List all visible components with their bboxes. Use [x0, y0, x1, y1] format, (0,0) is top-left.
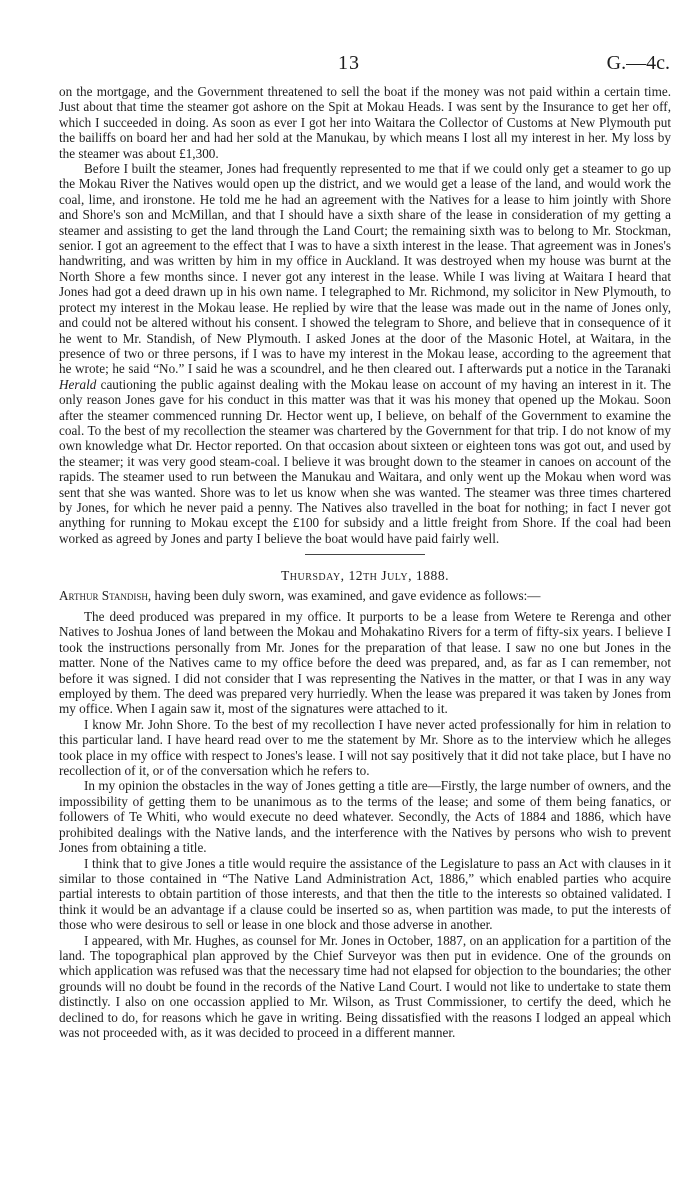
section-divider: [305, 554, 425, 555]
page-header: [0, 52, 700, 78]
paragraph-deed: The deed produced was prepared in my office. It purports to be a lease from Wetere te Rerenga and other Natives to Joshua Jones of land between the Mokau and Mohakatino Rivers for a term of fifty-six years. I believe I took the instructions personally from Mr. Jones for the preparation of that lease. I saw no one but Jones in the matter. None of the Natives came to my office before the deed was prepared, and, as far as I can remember, not before it was signed. I did not consider that I was representing the Natives in the matter, or that I was in any way employed by them. The deed was prepared very hurriedly. When the lease was prepared it was taken by Jones from my office. When I again saw it, most of the signatures were attached to it.: [59, 609, 671, 717]
paragraph-text: Before I built the steamer, Jones had frequently represented to me that if we could only get a steamer to go up the Mokau River the Natives would open up the district, and we would get a lease of the land, and would work the coal, lime, and ironstone. He told me he had an agreement with the Natives for a lease to him jointly with Shore and Shore's son and McMillan, and that I should have a sixth share of the lease in consideration of my getting a steamer and assisting to get the land through the Land Court; the remaining sixth was to belong to Mr. Stockman, senior. I got an agreement to the effect that I was to have a sixth interest in the lease. That agreement was in Jones's handwriting, and was written by him in my office in Auckland. It was destroyed when my house was burnt at the North Shore a few months since. I never got any interest in the lease. While I was living at Waitara I heard that Jones had got a deed drawn up in his own name. I telegraphed to Mr. Richmond, my solicitor in New Plymouth, to protect my interest in the Mokau lease. He replied by wire that the lease was made out in the name of Jones only, and could not be altered without his consent. I showed the telegram to Shore, and believe that in consequence of it he went to Mr. Standish, of New Plymouth. I asked Jones at the door of the Masonic Hotel, at Waitara, in the presence of two or three persons, if I was to have my interest in the Mokau lease, according to the agreement that he wrote; he said “No.” I said he was a scoundrel, and he then cleared out. I afterwards put a notice in the Taranaki: [59, 161, 671, 377]
paragraph-text: cautioning the public against dealing with the Mokau lease on account of my having an interest in it. The only reason Jones gave for his conduct in this matter was that it was his money that opened up the Mokau. Soon after the steamer commenced running Dr. Hector went up, I believe, on behalf of the Government to examine the coal. To the best of my recollection the steamer was chartered by the Government for that trip. I do not know of my own knowledge what Dr. Hector reported. On that occasion about sixteen or eighteen tons was got out, and used by the steamer; it was very good steam-coal. I believe it was brought down to the steamer in canoes on account of the rapids. The steamer used to run between the Manukau and Waitara, and only went up the Mokau when word was sent that she was wanted. Shore was to let us know when she was wanted. The steamer was three times chartered by Jones, for which he never paid a penny. The Natives also travelled in the boat for nothing; in fact I never got anything for running to Mokau except the £100 for subsidy and a little freight from Shore. If the coal had been worked as agreed by Jones and party I believe the boat would have paid fairly well.: [59, 376, 671, 546]
paragraph-steamer-agreement: [59, 161, 671, 546]
witness-name: Arthur Standish,: [59, 587, 152, 603]
newspaper-title: Herald: [59, 376, 97, 392]
paragraph-partition: I appeared, with Mr. Hughes, as counsel for Mr. Jones in October, 1887, on an application for a partition of the land. The topographical plan approved by the Chief Surveyor was then put in evidence. One of the grounds on which application was refused was that the necessary time had not elapsed for objection to the boundaries; the other grounds will no doubt be found in the records of the Native Land Court. I would not like to undertake to state them distinctly. I also on one occassion applied to Mr. Wilson, as Trust Commissioner, to certify the deed, which he declined to do, for reasons which he gave in writing. Being dissatisfied with the reasons I lodged an appeal which was not proceeded with, as it was decided to proceed in a different manner.: [59, 932, 671, 1040]
paragraph-continuation: on the mortgage, and the Government threatened to sell the boat if the money was not paid within a certain time. Just about that time the steamer got ashore on the Spit at Mokau Heads. I was sent by the Insurance to get her off, which I succeeded in doing. As soon as ever I got her into Waitara the Collector of Customs at New Plymouth put the bailiffs on board her and had her sold at the Manukau, by which means I lost all my interest in her. My loss by the steamer was about £1,300.: [59, 84, 671, 161]
paragraph-legislature: I think that to give Jones a title would require the assistance of the Legislature to pass an Act with clauses in it similar to those contained in “The Native Land Administration Act, 1886,” which enabled parties who acquire partial interests to obtain partition of those interests, and that then the title to the interests so obtained validated. I think it would be an advantage if a clause could be inserted so as, when partition was made, to put the interests of those who were desirous to sell or lease in one block and those adverse in another.: [59, 855, 671, 933]
paragraph-john-shore: I know Mr. John Shore. To the best of my recollection I have never acted professionally for him in relation to this particular land. I have heard read over to me the statement by Mr. Shore as to the interview which he alleges took place in my office with respect to Jones's lease. I will not say positively that it did not take place, but I have no recollection of it, or of the conversation which he refers to.: [59, 716, 671, 779]
page-reference: G.—4c.: [606, 52, 670, 74]
page-number: 13: [338, 52, 360, 74]
witness-intro-text: having been duly sworn, was examined, and gave evidence as follows:—: [154, 587, 541, 603]
paragraph-obstacles: In my opinion the obstacles in the way of Jones getting a title are—Firstly, the large number of owners, and the impossibility of getting them to be unanimous as to the terms of the lease; and some of them being fanatics, or followers of Te Whiti, who would execute no deed whatever. Secondly, the Acts of 1884 and 1886, which have prohibited dealings with the Native lands, and the interference with the Natives by persons who wish to prevent Jones from obtaining a title.: [59, 778, 671, 856]
witness-introduction: [59, 588, 671, 603]
session-heading: Thursday, 12th July, 1888.: [280, 568, 450, 584]
document-body: [59, 84, 671, 1040]
